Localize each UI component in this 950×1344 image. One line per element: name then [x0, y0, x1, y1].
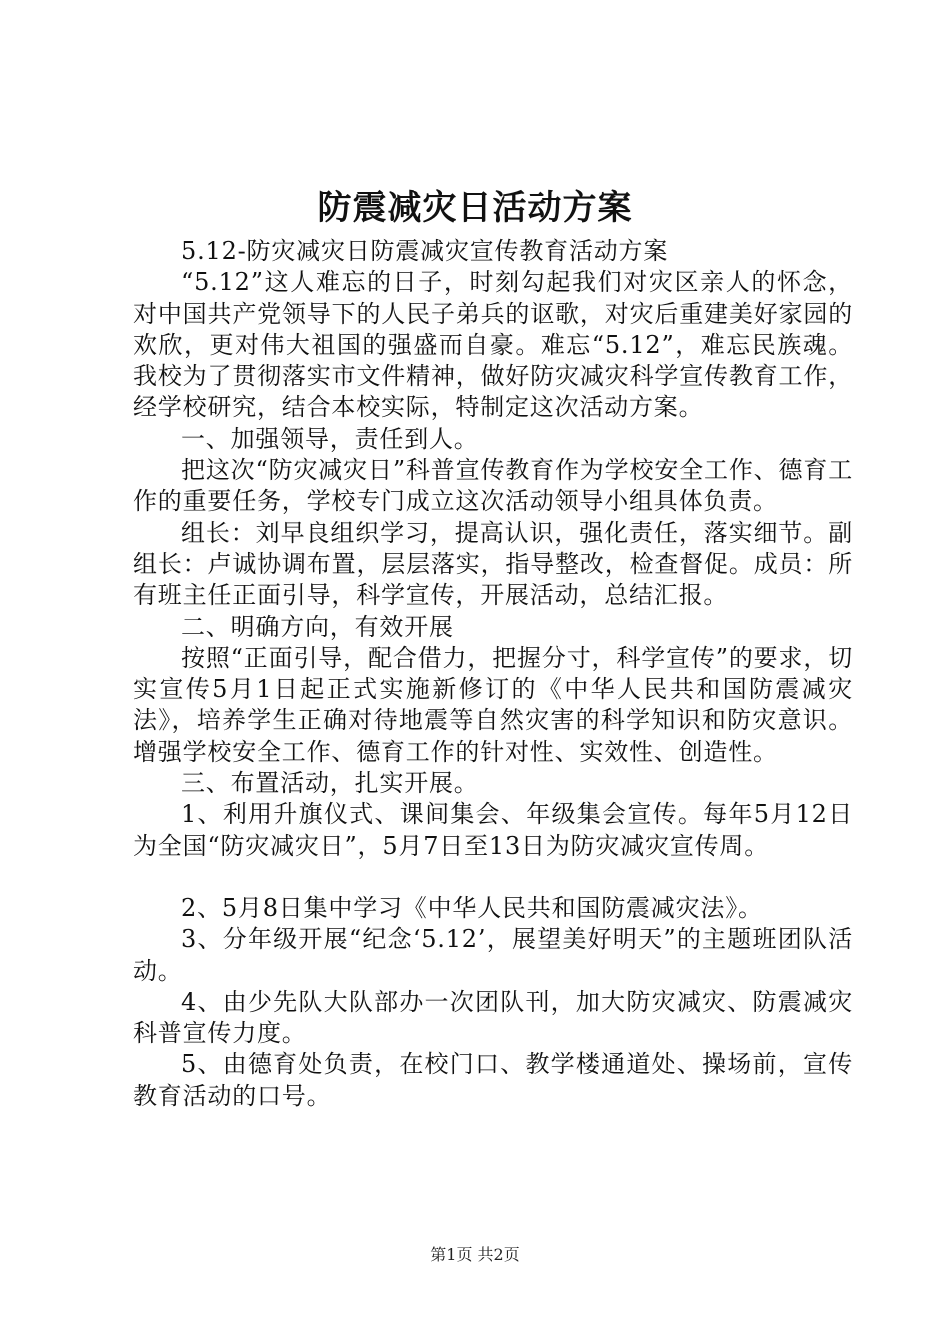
body-paragraph: 按照“正面引导，配合借力，把握分寸，科学宣传”的要求，切实宣传5月1日起正式实施新修订的《中华人民共和国防震减灾法》，培养学生正确对待地震等自然灾害的科学知识和防灾意识。增强学校安全工作、德育工作的针对性、实效性、创造性。 — [133, 643, 853, 766]
list-item-5: 5、由德育处负责，在校门口、教学楼通道处、操场前，宣传教育活动的口号。 — [133, 1050, 853, 1110]
list-item-3: 3、分年级开展“纪念‘5.12’，展望美好明天”的主题班团队活动。 — [133, 925, 853, 985]
team-members-paragraph: 组长：刘早良组织学习，提高认识，强化责任，落实细节。副组长：卢诚协调布置，层层落实，指导整改，检查督促。成员：所有班主任正面引导，科学宣传，开展活动，总结汇报。 — [133, 518, 853, 610]
intro-paragraph: “5.12”这人难忘的日子，时刻勾起我们对灾区亲人的怀念，对中国共产党领导下的人民子弟兵的讴歌，对灾后重建美好家园的欢欣，更对伟大祖国的强盛而自豪。难忘“5.12”，难忘民族魂。我校为了贯彻落实市文件精神，做好防灾减灾科学宣传教育工作，经学校研究，结合本校实际，特制定这次活动方案。 — [133, 268, 853, 422]
section-heading-1: 一、加强领导，责任到人。 — [181, 424, 479, 453]
list-item-2: 2、5月8日集中学习《中华人民共和国防震减灾法》。 — [181, 893, 763, 922]
list-item-4: 4、由少先队大队部办一次团队刊，加大防灾减灾、防震减灾科普宣传力度。 — [133, 987, 853, 1048]
document-body — [133, 236, 853, 1112]
body-paragraph: 把这次“防灾减灾日”科普宣传教育作为学校安全工作、德育工作的重要任务，学校专门成立这次活动领导小组具体负责。 — [133, 456, 853, 516]
document-title: 防震减灾日活动方案 — [317, 188, 633, 228]
section-heading-3: 三、布置活动，扎实开展。 — [181, 769, 479, 798]
section-heading-2: 二、明确方向，有效开展 — [181, 612, 454, 641]
list-item-1: 1、利用升旗仪式、课间集会、年级集会宣传。每年5月12日为全国“防灾减灾日”，5月7日至13日为防灾减灾宣传周。 — [133, 800, 853, 860]
page-number-footer: 第1页 共2页 — [430, 1245, 520, 1264]
subtitle-paragraph: 5.12-防灾减灾日防震减灾宣传教育活动方案 — [181, 237, 669, 265]
